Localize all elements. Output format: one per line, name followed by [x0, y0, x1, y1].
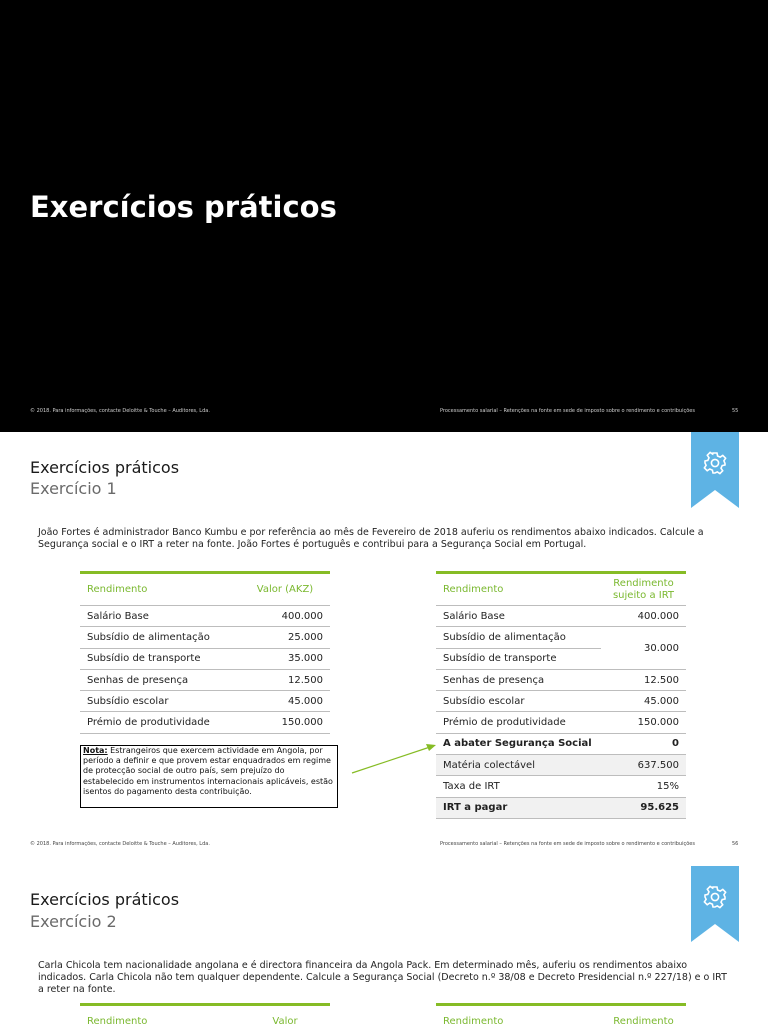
table-row	[80, 648, 330, 669]
table-row	[80, 627, 330, 648]
slide-subtitle: Exercício 1	[30, 479, 117, 498]
col-header-rendimento: Rendimento	[436, 1005, 601, 1024]
footer-copyright: © 2018. Para informações, contacte Deloitte & Touche – Auditores, Lda.	[30, 408, 210, 414]
row-value: 12.500	[240, 669, 330, 690]
page-number: 56	[732, 841, 739, 847]
table-row	[436, 606, 686, 627]
row-value: 45.000	[240, 691, 330, 712]
footer-copyright: © 2018. Para informações, contacte Deloitte & Touche – Auditores, Lda.	[30, 841, 210, 847]
taxable-income-table	[436, 1003, 686, 1024]
arrow-icon	[350, 741, 440, 777]
note-label: Nota:	[83, 746, 108, 755]
row-label: Subsídio de alimentação	[80, 627, 240, 648]
table-row	[436, 627, 686, 648]
slide-subtitle: Exercício 2	[30, 912, 117, 931]
col-header-rendimento: Rendimento	[80, 573, 240, 606]
table-row	[436, 733, 686, 754]
note-text: Estrangeiros que exercem actividade em Angola, por período a definir e que provem estar enquadrados em regime de protecção social de outro país, sem prejuízo do estabelecido em instrumentos internacionais aplicáveis, estão isentos do pagamento desta contribuição.	[83, 746, 333, 796]
table-row	[436, 776, 686, 797]
col-header-rendimento: Rendimento	[80, 1005, 240, 1024]
row-value: 35.000	[240, 648, 330, 669]
row-label: Subsídio escolar	[436, 691, 601, 712]
ribbon-badge	[691, 432, 739, 508]
row-value: 150.000	[601, 712, 686, 733]
footer-description: Processamento salarial – Retenções na fonte em sede de imposto sobre o rendimento e contribuições	[440, 841, 695, 847]
table-row	[80, 712, 330, 733]
row-label: Subsídio de transporte	[436, 648, 601, 669]
table-row	[436, 669, 686, 690]
title-slide	[0, 0, 768, 432]
row-label: Subsídio escolar	[80, 691, 240, 712]
row-label: Salário Base	[436, 606, 601, 627]
taxable-income-table	[436, 571, 686, 819]
row-label: Subsídio de alimentação	[436, 627, 601, 648]
row-label: Matéria colectável	[436, 755, 601, 776]
row-label: Taxa de IRT	[436, 776, 601, 797]
ribbon-badge	[691, 866, 739, 942]
table-row	[436, 691, 686, 712]
table-row	[436, 712, 686, 733]
row-value: 45.000	[601, 691, 686, 712]
income-table	[80, 1003, 330, 1024]
row-label: Senhas de presença	[80, 669, 240, 690]
slide-title: Exercícios práticos	[30, 890, 180, 909]
note-box	[80, 745, 338, 808]
row-label: Prémio de produtividade	[80, 712, 240, 733]
table-row	[80, 669, 330, 690]
row-label: Subsídio de transporte	[80, 648, 240, 669]
row-value: 400.000	[601, 606, 686, 627]
exercise-intro: Carla Chicola tem nacionalidade angolana e é directora financeira da Angola Pack. Em determinado mês, auferiu os rendimentos abaixo indicados. Carla Chicola não tem qualquer dependente. Calcule a Segurança Social (Decreto n.º 38/08 e Decreto Presidencial n.º 227/18) e o IRT a reter na fonte.	[38, 960, 727, 995]
table-row	[436, 797, 686, 818]
exercise-2-slide	[0, 864, 768, 1024]
row-value: 25.000	[240, 627, 330, 648]
exercise-intro: João Fortes é administrador Banco Kumbu e por referência ao mês de Fevereiro de 2018 auferiu os rendimentos abaixo indicados. Calcule a Segurança social e o IRT a reter na fonte. João Fortes é português e contribui para a Segurança Social em Portugal.	[38, 527, 704, 550]
col-header-rendimento: Rendimento	[436, 573, 601, 606]
row-label: A abater Segurança Social	[436, 733, 601, 754]
page-number: 55	[732, 408, 739, 414]
income-table	[80, 571, 330, 734]
col-header-valor: Valor (AKZ)	[240, 573, 330, 606]
row-value: 30.000	[601, 627, 686, 670]
row-value: 15%	[601, 776, 686, 797]
row-value: 637.500	[601, 755, 686, 776]
row-value: 0	[601, 733, 686, 754]
slide-title: Exercícios práticos	[30, 458, 180, 477]
col-header-sujeito: Rendimento sujeito a IRT	[601, 573, 686, 606]
row-label: Salário Base	[80, 606, 240, 627]
row-value: 150.000	[240, 712, 330, 733]
row-label: Senhas de presença	[436, 669, 601, 690]
table-row	[80, 606, 330, 627]
table-row	[80, 691, 330, 712]
row-value: 12.500	[601, 669, 686, 690]
row-value: 400.000	[240, 606, 330, 627]
table-row	[436, 755, 686, 776]
row-value: 95.625	[601, 797, 686, 818]
col-header-valor: Valor	[240, 1005, 330, 1024]
col-header-sujeito: Rendimento	[601, 1005, 686, 1024]
slide-title: Exercícios práticos	[30, 190, 337, 224]
row-label: IRT a pagar	[436, 797, 601, 818]
row-label: Prémio de produtividade	[436, 712, 601, 733]
footer-description: Processamento salarial – Retenções na fonte em sede de imposto sobre o rendimento e contribuições	[440, 408, 695, 414]
exercise-1-slide	[0, 432, 768, 864]
